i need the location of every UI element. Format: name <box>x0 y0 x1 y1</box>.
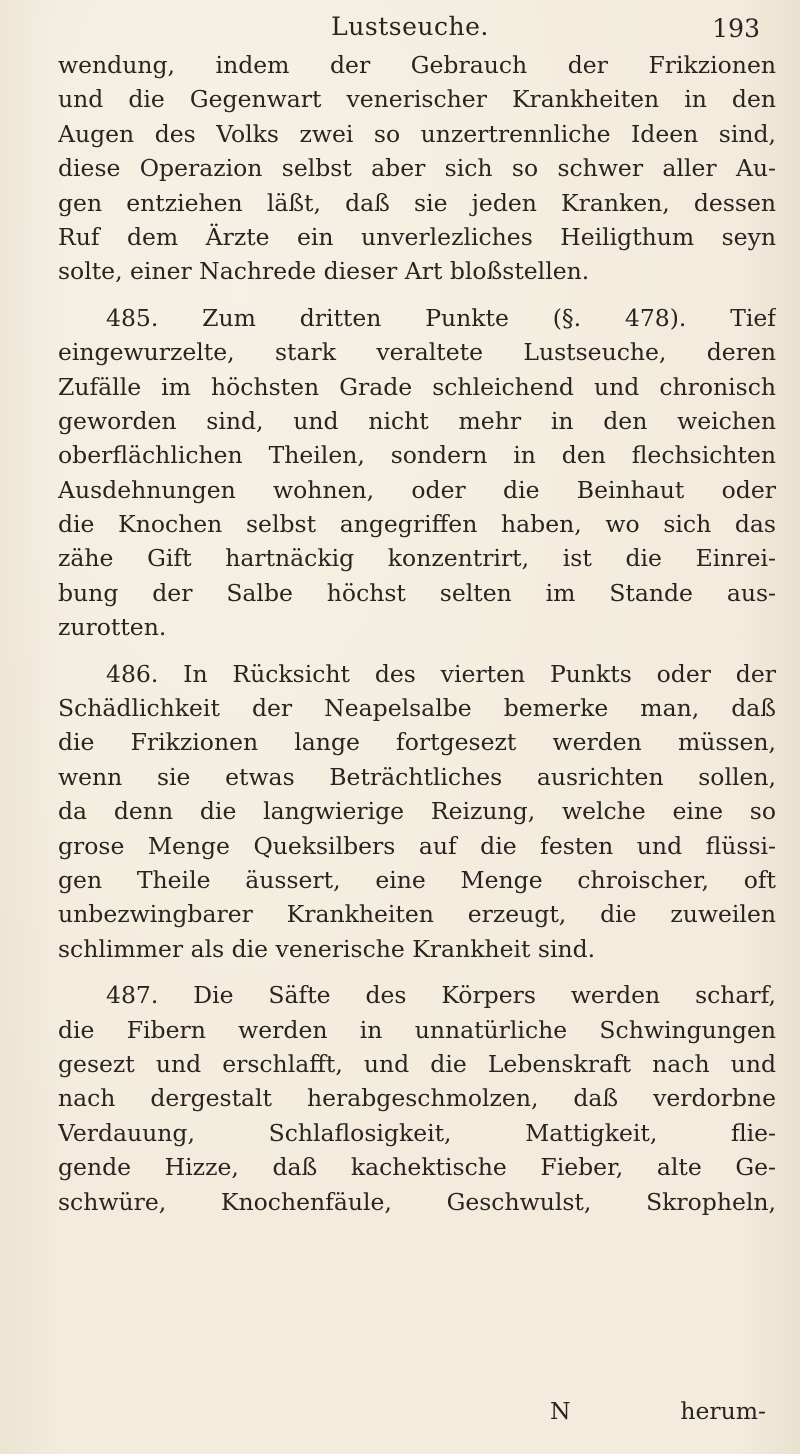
text-line: 487. Die Säfte des Körpers werden scharf, <box>106 981 776 1010</box>
text-line: gen entziehen läßt, daß sie jeden Kranken, dessen <box>58 188 776 217</box>
page-footer <box>58 1397 776 1433</box>
text-line: bung der Salbe höchst selten im Stande aus- <box>58 578 776 607</box>
text-line: schwüre, Knochenfäule, Geschwulst, Skropheln, <box>58 1187 776 1216</box>
text-line: wenn sie etwas Beträchtliches ausrichten sollen, <box>58 762 776 791</box>
text-line: zurotten. <box>58 613 167 642</box>
text-line: Schädlichkeit der Neapelsalbe bemerke man, daß <box>58 694 776 723</box>
text-line: da denn die langwierige Reizung, welche eine so <box>58 797 776 826</box>
text-line: Ausdehnungen wohnen, oder die Beinhaut oder <box>58 475 776 504</box>
text-line: grose Menge Queksilbers auf die festen und flüssi- <box>58 831 776 860</box>
paragraph-486 <box>58 657 776 967</box>
signature-mark: N <box>550 1397 571 1425</box>
text-line: die Fibern werden in unnatürliche Schwingungen <box>58 1015 776 1044</box>
text-line: Augen des Volks zwei so unzertrennliche Ideen sind, <box>58 119 776 148</box>
text-line: gesezt und erschlafft, und die Lebenskraft nach und <box>58 1049 776 1078</box>
text-line: 485. Zum dritten Punkte (§. 478). Tief <box>106 303 776 332</box>
text-line: zähe Gift hartnäckig konzentrirt, ist die Einrei- <box>58 544 776 573</box>
text-line: wendung, indem der Gebrauch der Frikzionen <box>58 51 776 79</box>
text-line: gen Theile äussert, eine Menge chroischer, oft <box>58 865 776 894</box>
paragraph-gap <box>58 645 776 657</box>
text-line: Ruf dem Ärzte ein unverlezliches Heiligthum seyn <box>58 222 776 251</box>
paragraph-484-continuation <box>58 48 776 289</box>
text-line: geworden sind, und nicht mehr in den weichen <box>58 406 776 435</box>
paragraph-gap <box>58 289 776 301</box>
text-line: solte, einer Nachrede dieser Art bloßstellen. <box>58 257 590 286</box>
text-line: oberflächlichen Theilen, sondern in den flechsichten <box>58 441 776 470</box>
paragraph-gap <box>58 966 776 978</box>
paragraph-487 <box>58 978 776 1219</box>
text-line: eingewurzelte, stark veraltete Lustseuche, deren <box>58 338 776 367</box>
body-text <box>58 48 776 1219</box>
text-line: die Frikzionen lange fortgesezt werden müssen, <box>58 728 776 757</box>
text-line: schlimmer als die venerische Krankheit sind. <box>58 934 596 963</box>
text-line: unbezwingbarer Krankheiten erzeugt, die zuweilen <box>58 900 776 929</box>
text-line: und die Gegenwart venerischer Krankheiten in den <box>58 85 776 114</box>
text-line: nach dergestalt herabgeschmolzen, daß verdorbne <box>58 1084 776 1113</box>
page-number: 193 <box>712 14 760 43</box>
text-line: Verdauung, Schlaflosigkeit, Mattigkeit, flie- <box>58 1118 776 1147</box>
page-header <box>60 8 760 48</box>
text-line: diese Operazion selbst aber sich so schwer aller Au- <box>58 154 776 183</box>
text-line: die Knochen selbst angegriffen haben, wo sich das <box>58 510 776 539</box>
paragraph-485 <box>58 301 776 645</box>
text-line: gende Hizze, daß kachektische Fieber, alte Ge- <box>58 1153 776 1182</box>
running-head: Lustseuche. <box>331 12 489 41</box>
text-line: Zufälle im höchsten Grade schleichend und chronisch <box>58 372 776 401</box>
catchword: herum- <box>680 1397 766 1425</box>
text-line: 486. In Rücksicht des vierten Punkts oder der <box>106 659 776 688</box>
